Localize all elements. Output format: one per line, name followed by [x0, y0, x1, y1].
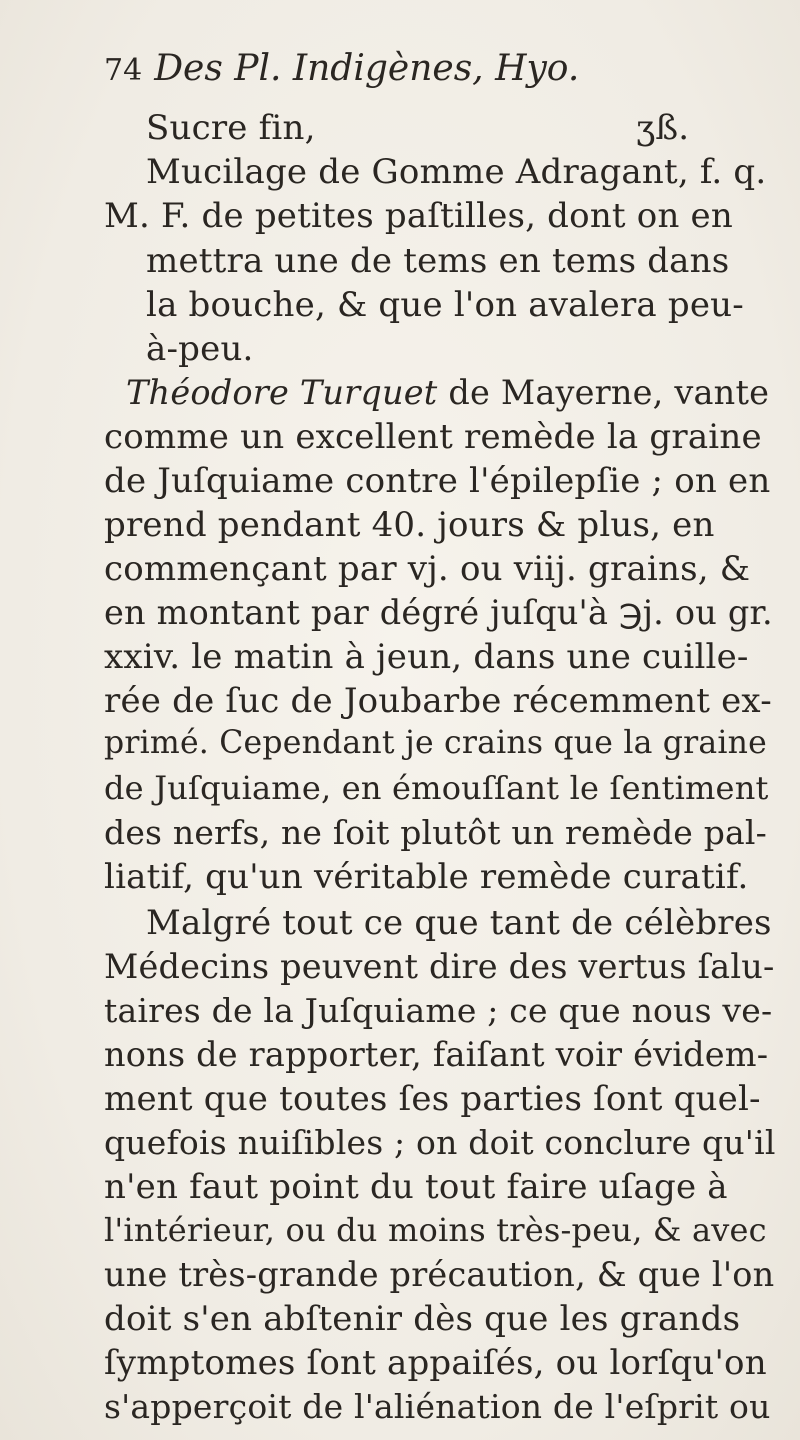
page-number: 74 — [104, 53, 143, 88]
para1-line-12: liatif, qu'un véritable remède curatif. — [104, 857, 749, 897]
para1-line-4: prend pendant 40. jours & plus, en — [104, 505, 715, 545]
recipe-line-6: à-peu. — [146, 329, 254, 369]
para1-line-6: en montant par dégré juſqu'à ℈j. ou gr. — [104, 593, 773, 632]
recipe-line-4: mettra une de tems en tems dans — [146, 241, 730, 281]
author-name: Théodore Turquet — [126, 373, 438, 412]
para2-line-7: n'en faut point du tout faire uſage à — [104, 1167, 728, 1207]
para1-line-1 — [126, 373, 769, 412]
recipe-line-3: M. F. de petites paſtilles, dont on en — [104, 196, 733, 236]
para2-line-9: une très-grande précaution, & que l'on — [104, 1255, 775, 1294]
para1-line-9: primé. Cependant je crains que la graine — [104, 725, 767, 761]
recipe-line-1 — [146, 108, 316, 148]
para1-line-8: rée de ſuc de Joubarbe récemment ex- — [104, 681, 772, 721]
para2-line-1: Malgré tout ce que tant de célèbres — [146, 903, 772, 943]
recipe-ingredient-sugar: Sucre fin, — [146, 108, 316, 148]
para1-line-7: xxiv. le matin à jeun, dans une cuille- — [104, 637, 749, 677]
para1-line-11: des nerfs, ne ſoit plutôt un remède pal- — [104, 813, 768, 852]
para2-line-12: s'apperçoit de l'aliénation de l'eſprit ou — [104, 1387, 771, 1426]
para1-line-10: de Juſquiame, en émouſſant le ſentiment — [104, 769, 769, 807]
para2-line-3: taires de la Juſquiame ; ce que nous ve- — [104, 991, 773, 1030]
para2-line-10: doit s'en abſtenir dès que les grands — [104, 1299, 741, 1339]
para2-line-6: quefois nuiſibles ; on doit conclure qu'il — [104, 1123, 776, 1162]
recipe-line-2: Mucilage de Gomme Adragant, f. q. — [146, 152, 767, 192]
para2-line-2: Médecins peuvent dire des vertus ſalu- — [104, 947, 775, 986]
running-title: Des Pl. Indigènes, Hyo. — [154, 48, 580, 89]
para2-line-11: ſymptomes ſont appaiſés, ou lorſqu'on — [104, 1343, 767, 1383]
recipe-line-5: la bouche, & que l'on avalera peu- — [146, 285, 744, 325]
recipe-quantity-sugar: ʒß. — [636, 108, 690, 148]
para1-line-5: commençant par vj. ou viij. grains, & — [104, 549, 751, 589]
para2-line-8: l'intérieur, ou du moins très-peu, & avec — [104, 1211, 767, 1249]
para2-line-4: nons de rapporter, faiſant voir évidem- — [104, 1035, 769, 1074]
para1-line-3: de Juſquiame contre l'épilepſie ; on en — [104, 461, 771, 501]
para2-line-5: ment que toutes ſes parties ſont quel- — [104, 1079, 761, 1119]
para1-line-2: comme un excellent remède la graine — [104, 417, 762, 457]
para1-line-1-text: de Mayerne, vante — [437, 373, 770, 412]
running-header — [104, 48, 579, 89]
